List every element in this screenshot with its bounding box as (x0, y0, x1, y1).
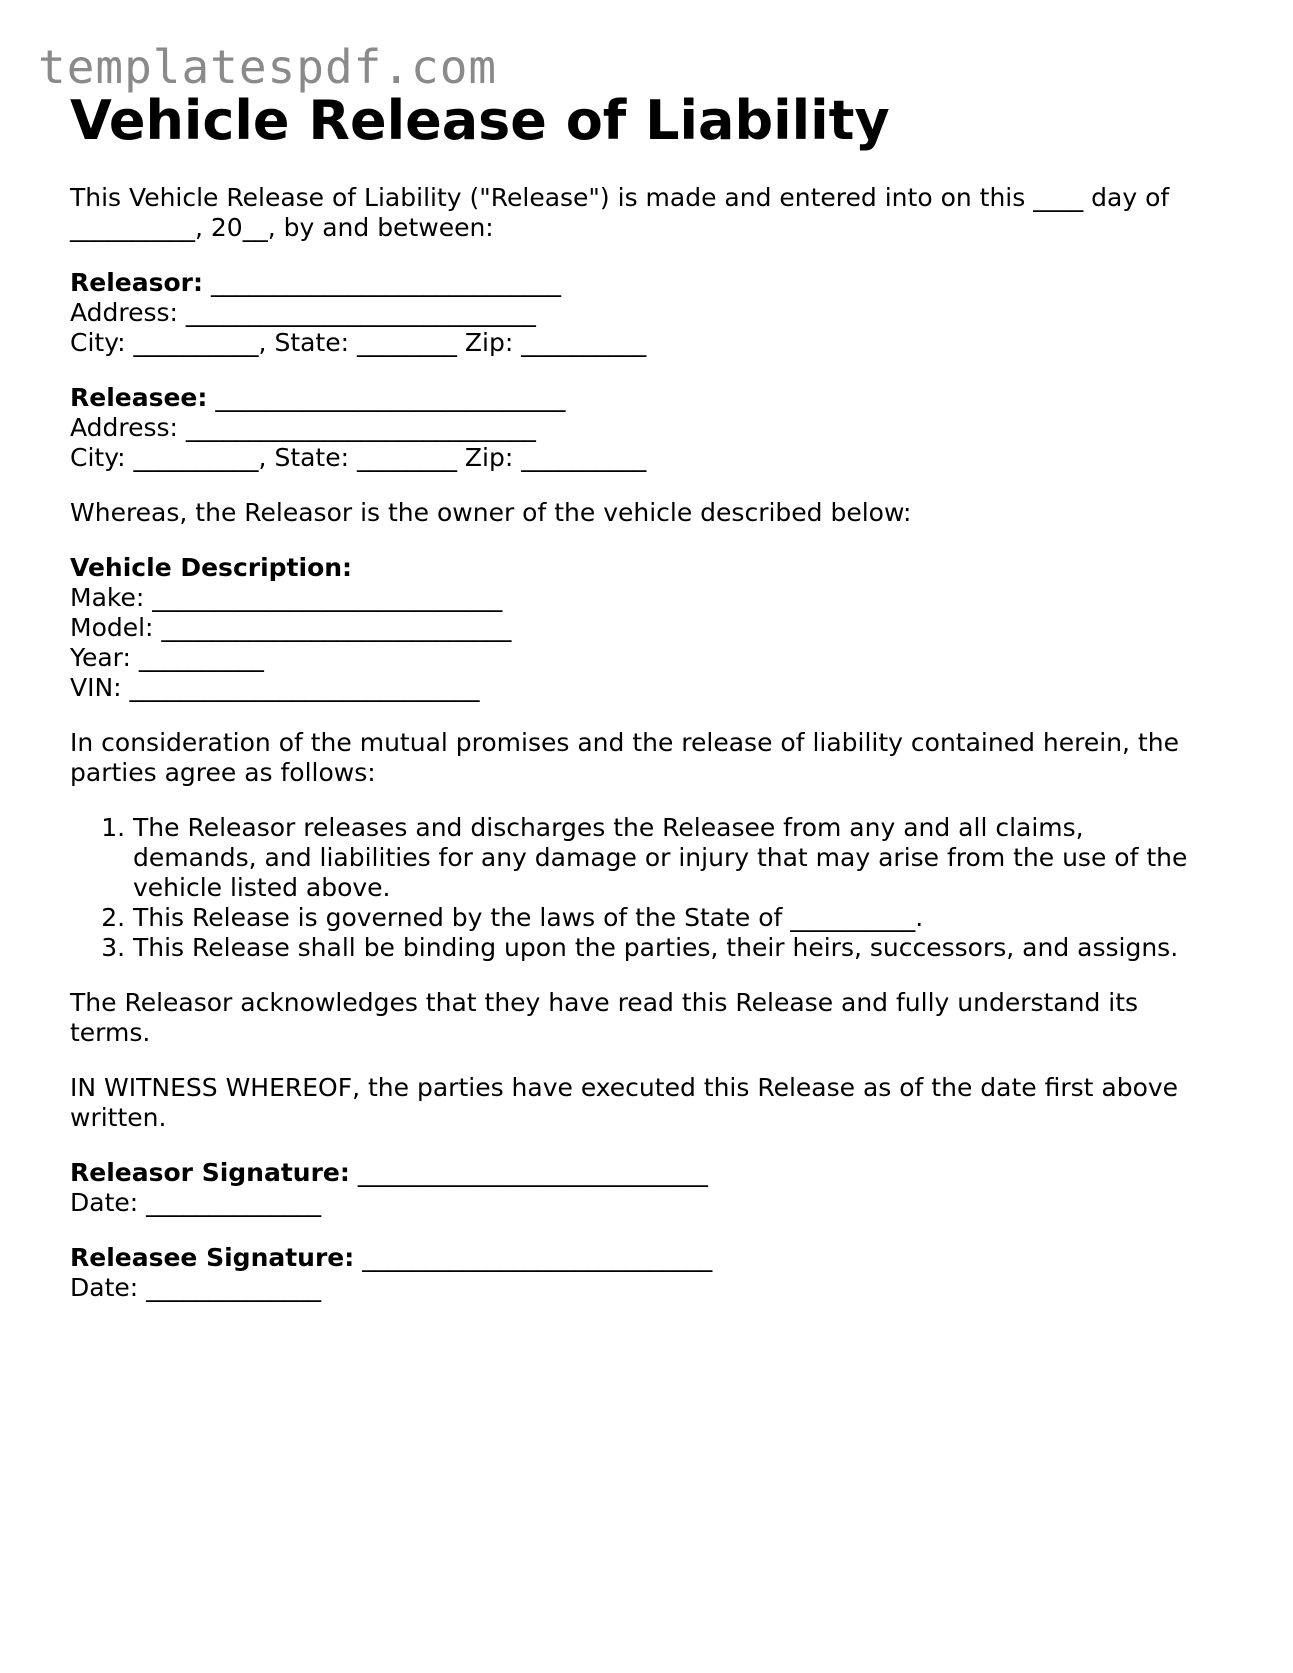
page-title: Vehicle Release of Liability (70, 89, 890, 152)
vehicle-vin: VIN: ____________________________ (70, 673, 480, 702)
terms-list (70, 813, 1230, 963)
releasor-signature-label: Releasor Signature: (70, 1158, 350, 1187)
consideration-line-2: parties agree as follows: (70, 758, 376, 787)
acknowledgement-line-1: The Releasor acknowledges that they have read this Release and fully understand its (70, 988, 1139, 1017)
term-1-line-1: The Releasor releases and discharges the Releasee from any and all claims, (133, 813, 1084, 842)
consideration-line-1: In consideration of the mutual promises and the release of liability contained herein, the (70, 728, 1179, 757)
term-1-line-3: vehicle listed above. (133, 873, 391, 902)
releasor-name-blank: ____________________________ (210, 268, 561, 297)
term-item-1 (133, 813, 1230, 903)
term-1-line-2: demands, and liabilities for any damage or injury that may arise from the use of the (133, 843, 1188, 872)
releasor-city-state-zip: City: __________, State: ________ Zip: __________ (70, 328, 647, 357)
releasee-address: Address: ____________________________ (70, 413, 536, 442)
releasor-signature-blank: ____________________________ (357, 1158, 708, 1187)
vehicle-description-heading: Vehicle Description: (70, 553, 353, 582)
releasee-label: Releasee: (70, 383, 208, 412)
vehicle-model: Model: ____________________________ (70, 613, 512, 642)
witness-line-2: written. (70, 1103, 167, 1132)
watermark: templatespdf.com (38, 40, 498, 94)
releasee-signature-block (70, 1243, 1230, 1303)
whereas-paragraph: Whereas, the Releasor is the owner of the vehicle described below: (70, 498, 912, 527)
vehicle-description-block (70, 553, 1230, 703)
releasee-name-blank: ____________________________ (215, 383, 566, 412)
releasee-block (70, 383, 1230, 473)
acknowledgement-paragraph (70, 988, 1230, 1048)
releasor-signature-block (70, 1158, 1230, 1218)
document-body (70, 183, 1230, 1328)
releasee-city-state-zip: City: __________, State: ________ Zip: __________ (70, 443, 647, 472)
releasor-label: Releasor: (70, 268, 203, 297)
term-item-3: 3. This Release shall be binding upon the parties, their heirs, successors, and assigns. (133, 933, 1230, 963)
releasee-signature-label: Releasee Signature: (70, 1243, 355, 1272)
releasee-signature-blank: ____________________________ (362, 1243, 713, 1272)
vehicle-make: Make: ____________________________ (70, 583, 503, 612)
acknowledgement-line-2: terms. (70, 1018, 151, 1047)
vehicle-year: Year: __________ (70, 643, 264, 672)
intro-line-2: __________, 20__, by and between: (70, 213, 494, 242)
witness-line-1: IN WITNESS WHEREOF, the parties have executed this Release as of the date first above (70, 1073, 1179, 1102)
releasor-block (70, 268, 1230, 358)
consideration-paragraph (70, 728, 1230, 788)
term-item-2: 2. This Release is governed by the laws of the State of __________. (133, 903, 1230, 933)
releasor-address: Address: ____________________________ (70, 298, 536, 327)
witness-paragraph (70, 1073, 1230, 1133)
intro-line-1: This Vehicle Release of Liability ("Release") is made and entered into on this ____ day of (70, 183, 1170, 212)
intro-paragraph (70, 183, 1230, 243)
releasor-signature-date: Date: ______________ (70, 1188, 322, 1217)
releasee-signature-date: Date: ______________ (70, 1273, 322, 1302)
